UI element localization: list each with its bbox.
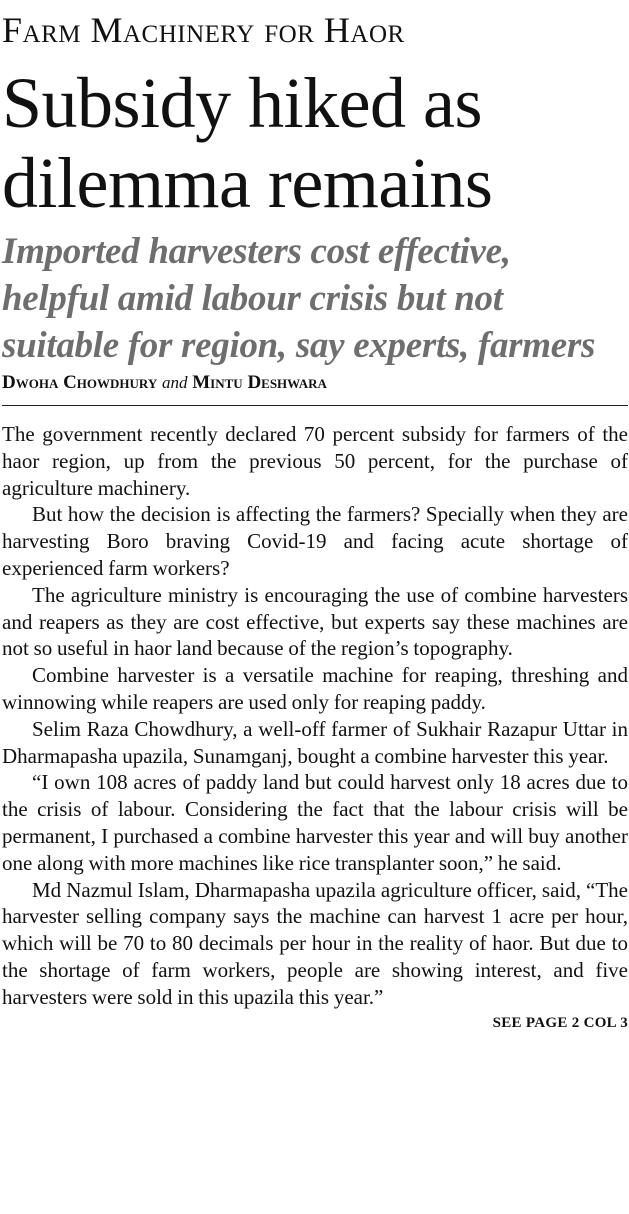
section-kicker: Farm Machinery for Haor bbox=[2, 10, 405, 50]
author-name: Dwoha Chowdhury bbox=[2, 372, 158, 393]
body-paragraph: The agriculture ministry is encouraging the use of combine harvesters and reapers as they are cost effective, but experts say these machines are not so useful in haor land because of the region’s topography. bbox=[2, 582, 628, 661]
byline bbox=[2, 372, 628, 394]
subheadline-line: helpful amid labour crisis but not bbox=[2, 278, 503, 319]
headline-line: Subsidy hiked as bbox=[2, 63, 483, 143]
divider-rule bbox=[2, 405, 628, 406]
continuation-note: SEE PAGE 2 COL 3 bbox=[492, 1014, 628, 1031]
author-name: Mintu Deshwara bbox=[192, 372, 327, 393]
body-paragraph: Selim Raza Chowdhury, a well-off farmer of Sukhair Razapur Uttar in Dharmapasha upazila, Sunamganj, bought a combine harvester this year. bbox=[2, 716, 628, 768]
headline bbox=[2, 63, 628, 223]
body-paragraph: The government recently declared 70 percent subsidy for farmers of the haor region, up from the previous 50 percent, for the purchase of agriculture machinery. bbox=[2, 422, 628, 500]
byline-conjunction: and bbox=[162, 373, 188, 392]
subheadline-line: suitable for region, say experts, farmers bbox=[2, 325, 596, 366]
body-paragraph: “I own 108 acres of paddy land but could harvest only 18 acres due to the crisis of labour. Considering the fact that the labour crisis will be permanent, I purchased a combine harvester this year and will buy another one along with more machines like rice transplanter soon,” he said. bbox=[2, 770, 628, 875]
headline-line: dilemma remains bbox=[2, 143, 493, 223]
subheadline bbox=[2, 228, 628, 369]
body-paragraph: Md Nazmul Islam, Dharmapasha upazila agriculture officer, said, “The harvester selling company says the machine can harvest 1 acre per hour, which will be 70 to 80 decimals per hour in the reality of haor. But due to the shortage of farm workers, people are showing interest, and five harvesters were sold in this upazila this year.” bbox=[2, 877, 628, 1009]
news-article bbox=[2, 0, 628, 1032]
subheadline-line: Imported harvesters cost effective, bbox=[2, 231, 511, 272]
article-body bbox=[2, 421, 628, 1011]
body-paragraph: Combine harvester is a versatile machine for reaping, threshing and winnowing while reapers are used only for reaping paddy. bbox=[2, 663, 628, 714]
body-paragraph: But how the decision is affecting the farmers? Specially when they are harvesting Boro braving Covid-19 and facing acute shortage of experienced farm workers? bbox=[2, 502, 628, 580]
